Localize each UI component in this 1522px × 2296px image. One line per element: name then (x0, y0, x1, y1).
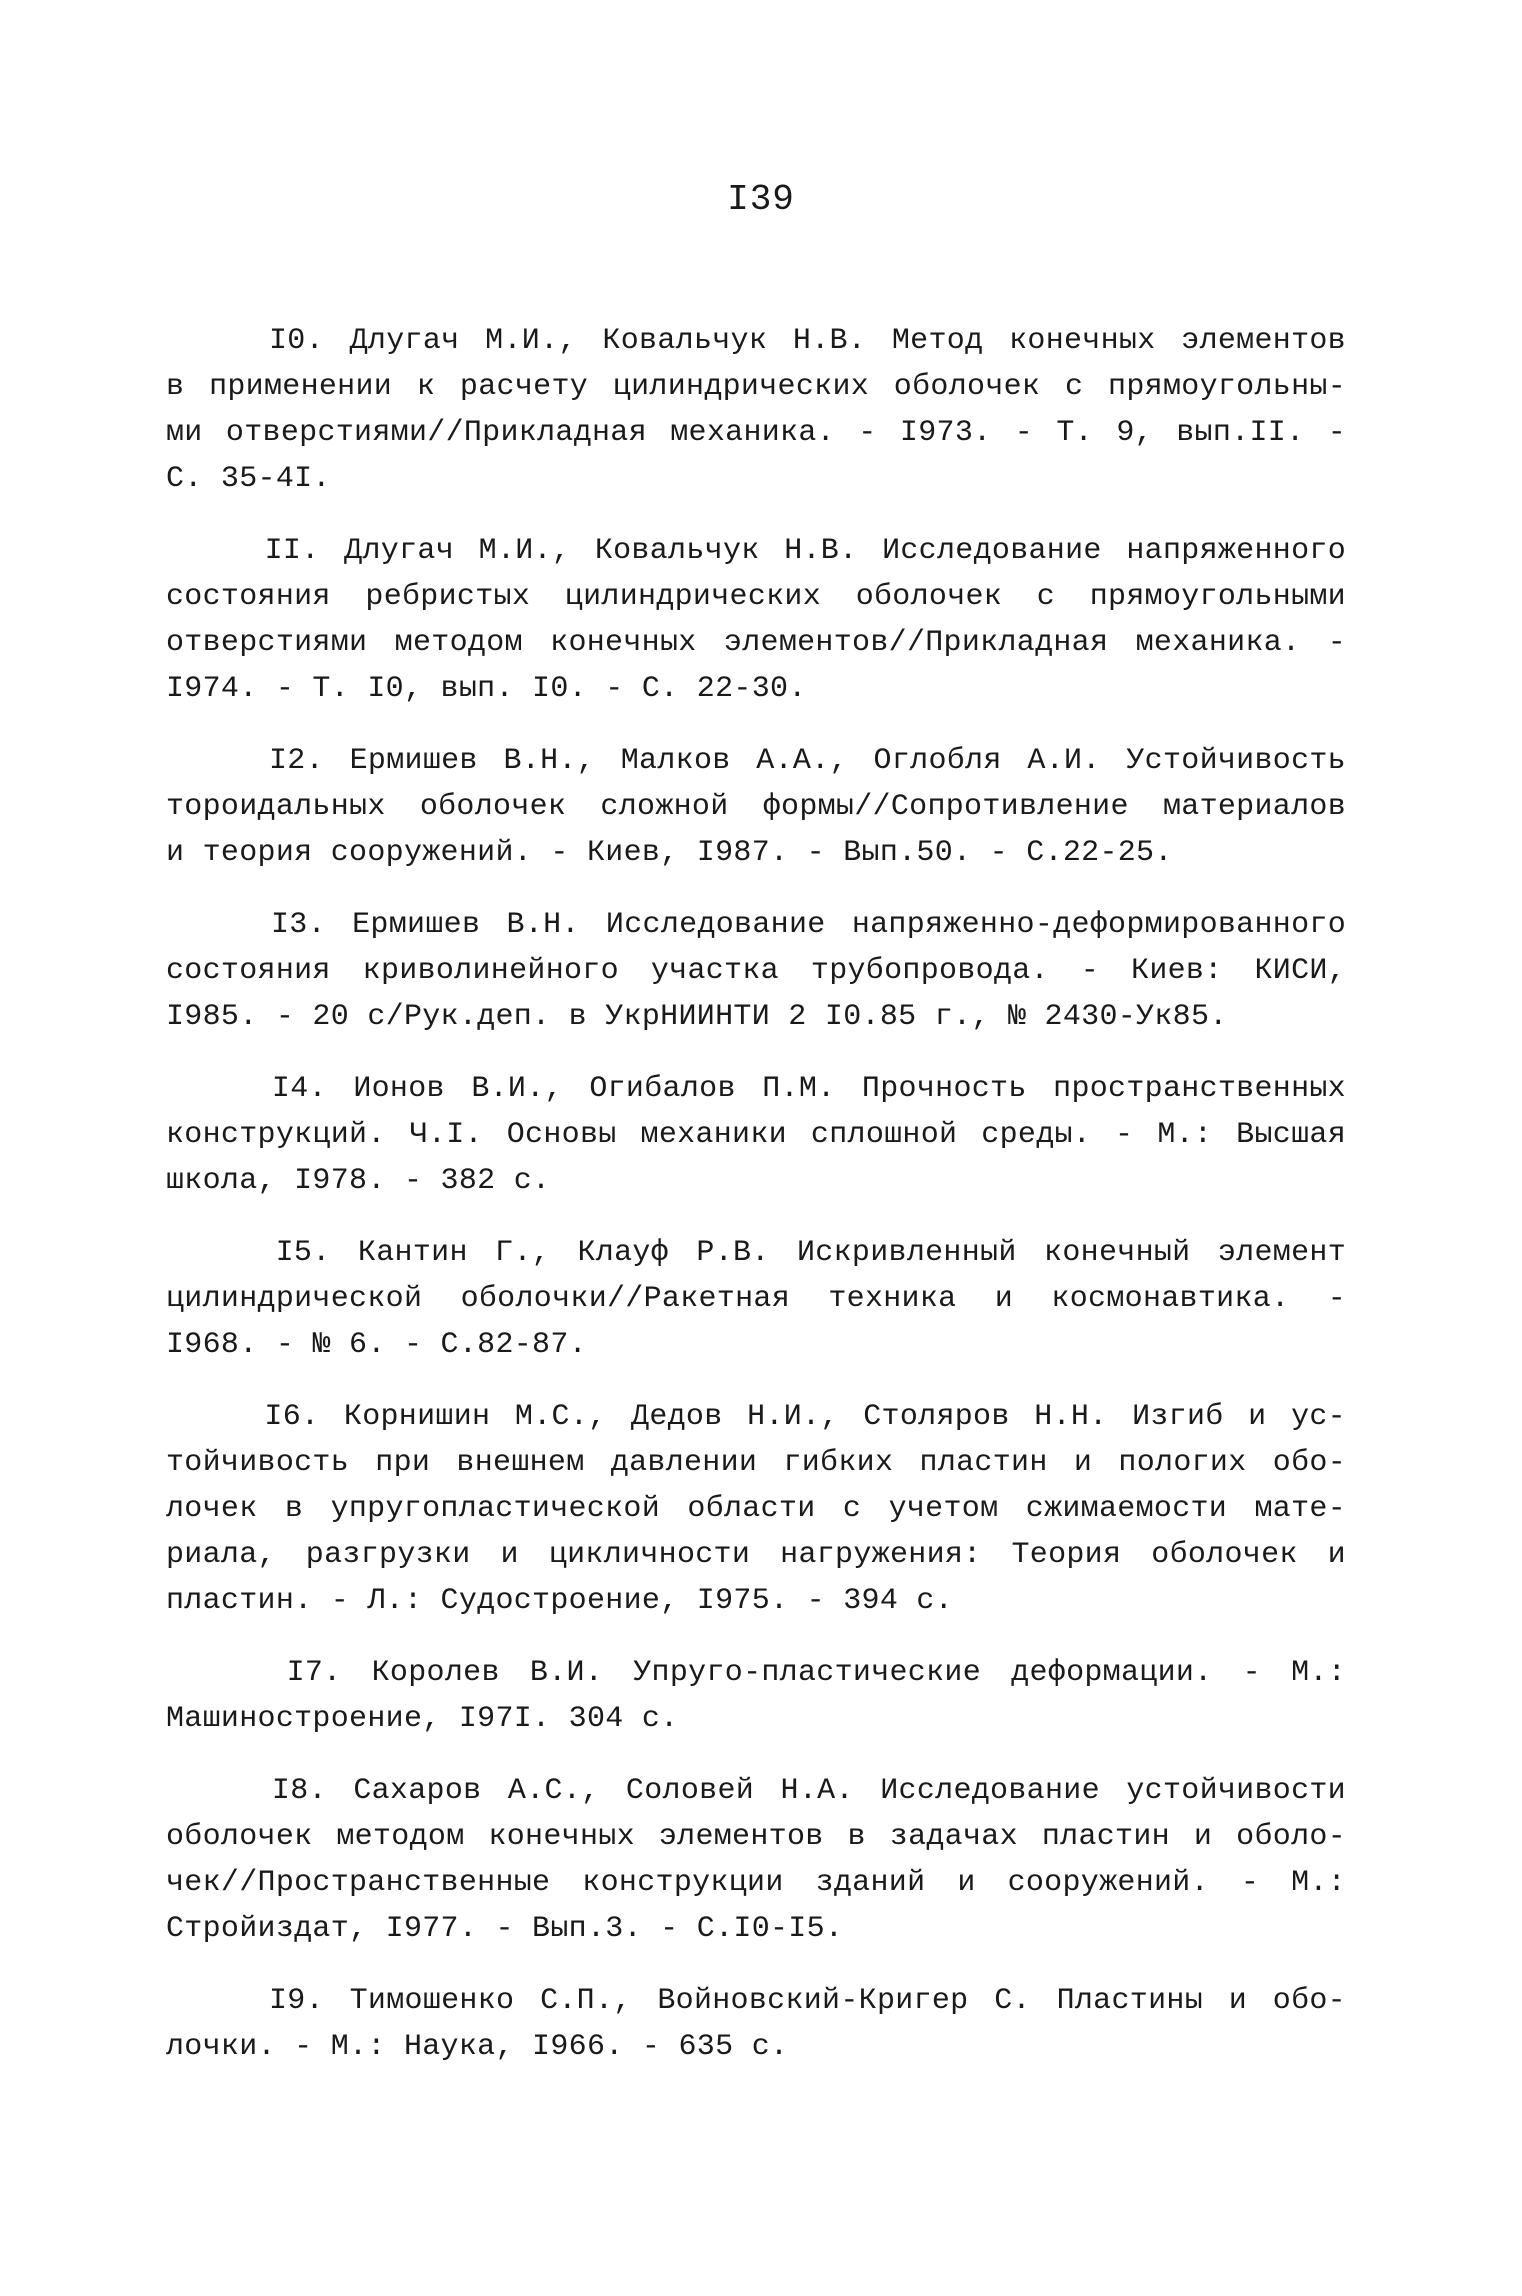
reference-line: С. 35-4I. (166, 462, 331, 496)
reference-item-10 (166, 318, 1346, 502)
reference-line: лочек в упругопластической области с учетом сжимаемости мате- (166, 1492, 1346, 1526)
reference-line: оболочек методом конечных элементов в задачах пластин и оболо- (166, 1820, 1346, 1854)
reference-line: риала, разгрузки и цикличности нагружения: Теория оболочек и (166, 1538, 1346, 1572)
reference-item-14 (166, 1066, 1346, 1204)
reference-line: Стройиздат, I977. - Вып.3. - С.I0-I5. (166, 1912, 844, 1946)
reference-item-13 (166, 902, 1346, 1040)
reference-line: I3. Ермишев В.Н. Исследование напряженно-деформированного (166, 908, 1346, 942)
reference-line: Машиностроение, I97I. 304 с. (166, 1702, 679, 1736)
reference-line: конструкций. Ч.I. Основы механики сплошной среды. - М.: Высшая (166, 1118, 1346, 1152)
reference-list (166, 318, 1346, 2096)
reference-line: и теория сооружений. - Киев, I987. - Вып.50. - С.22-25. (166, 836, 1173, 870)
reference-line: школа, I978. - 382 с. (166, 1164, 551, 1198)
reference-item-18 (166, 1768, 1346, 1952)
reference-item-19 (166, 1978, 1346, 2070)
reference-line: I0. Длугач М.И., Ковальчук Н.В. Метод конечных элементов (166, 324, 1346, 358)
reference-line: I4. Ионов В.И., Огибалов П.М. Прочность пространственных (166, 1072, 1346, 1106)
reference-line: II. Длугач М.И., Ковальчук Н.В. Исследование напряженного (166, 534, 1346, 568)
reference-item-11 (166, 528, 1346, 712)
reference-item-12 (166, 738, 1346, 876)
reference-line: чек//Пространственные конструкции зданий и сооружений. - М.: (166, 1866, 1346, 1900)
reference-line: тойчивость при внешнем давлении гибких пластин и пологих обо- (166, 1446, 1346, 1480)
reference-item-15 (166, 1230, 1346, 1368)
reference-line: в применении к расчету цилиндрических оболочек с прямоугольны- (166, 370, 1346, 404)
reference-line: отверстиями методом конечных элементов//Прикладная механика. - (166, 626, 1346, 660)
reference-line: I974. - Т. I0, вып. I0. - С. 22-30. (166, 672, 807, 706)
reference-line: I7. Королев В.И. Упруго-пластические деформации. - М.: (166, 1656, 1346, 1690)
reference-line: I5. Кантин Г., Клауф Р.В. Искривленный конечный элемент (166, 1236, 1346, 1270)
reference-line: I968. - № 6. - С.82-87. (166, 1328, 587, 1362)
reference-line: I985. - 20 с/Рук.деп. в УкрНИИНТИ 2 I0.85 г., № 2430-Ук85. (166, 1000, 1228, 1034)
reference-line: I2. Ермишев В.Н., Малков А.А., Оглобля А.И. Устойчивость (166, 744, 1346, 778)
reference-line: состояния криволинейного участка трубопровода. - Киев: КИСИ, (166, 954, 1346, 988)
reference-line: I6. Корнишин М.С., Дедов Н.И., Столяров Н.Н. Изгиб и ус- (166, 1400, 1346, 1434)
reference-line: пластин. - Л.: Судостроение, I975. - 394 с. (166, 1584, 954, 1618)
reference-line: состояния ребристых цилиндрических оболочек с прямоугольными (166, 580, 1346, 614)
reference-item-17 (166, 1650, 1346, 1742)
reference-line: лочки. - М.: Наука, I966. - 635 с. (166, 2030, 789, 2064)
reference-line: I9. Тимошенко С.П., Войновский-Кригер С. Пластины и обо- (166, 1984, 1346, 2018)
reference-line: цилиндрической оболочки//Ракетная техника и космонавтика. - (166, 1282, 1346, 1316)
reference-line: тороидальных оболочек сложной формы//Сопротивление материалов (166, 790, 1346, 824)
reference-line: ми отверстиями//Прикладная механика. - I973. - Т. 9, вып.II. - (166, 416, 1346, 450)
page-number: I39 (727, 179, 795, 220)
reference-item-16 (166, 1394, 1346, 1624)
reference-line: I8. Сахаров А.С., Соловей Н.А. Исследование устойчивости (166, 1774, 1346, 1808)
